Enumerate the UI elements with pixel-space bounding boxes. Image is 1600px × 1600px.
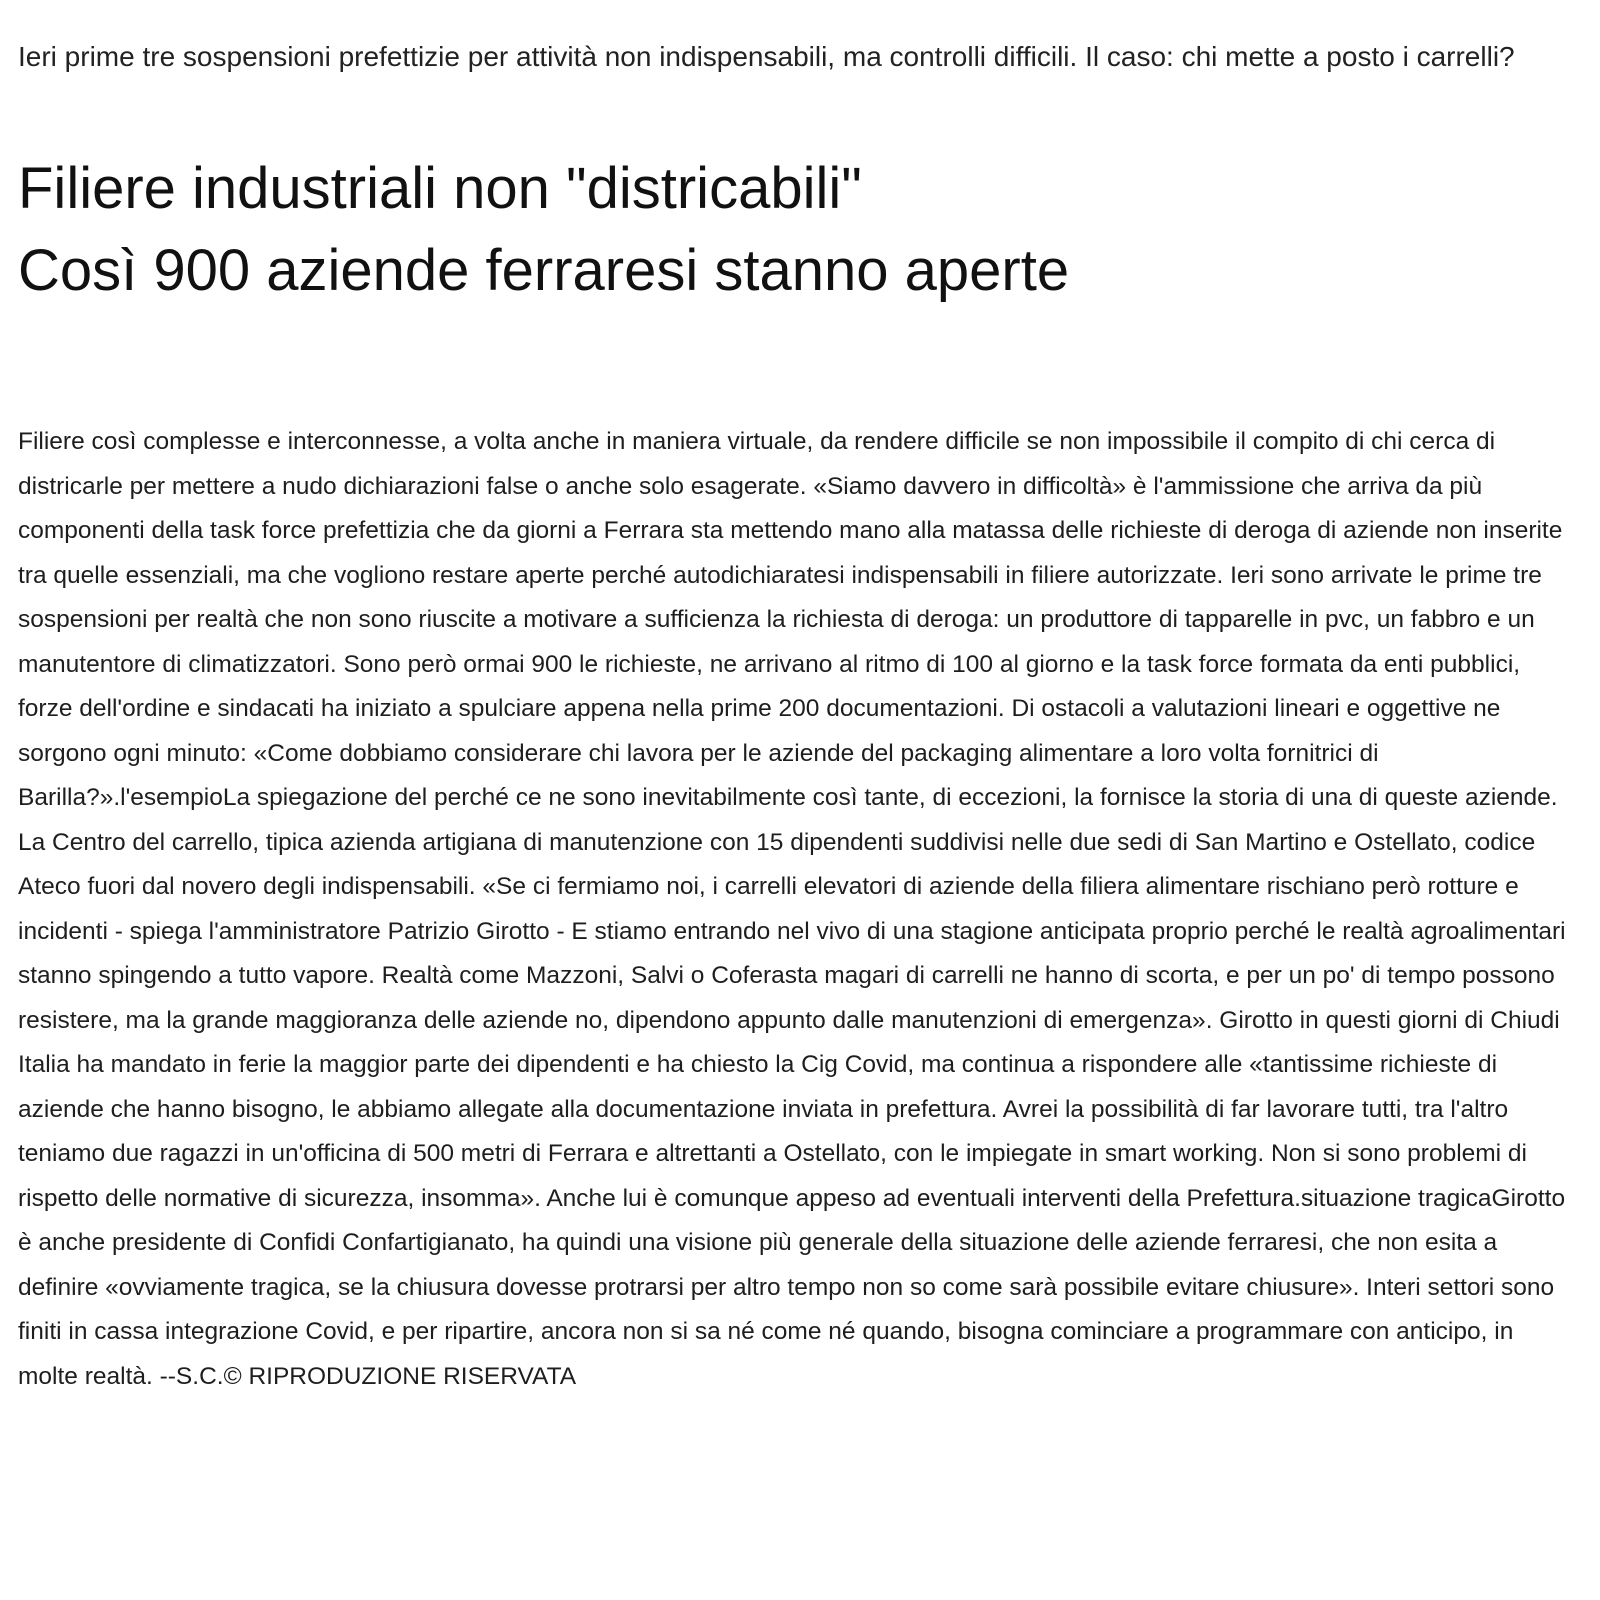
article (18, 36, 1578, 1399)
article-headline (18, 148, 1578, 312)
headline-line-1: Filiere industriali non "districabili" (18, 156, 862, 221)
article-body: Filiere così complesse e interconnesse, a volta anche in maniera virtuale, da rendere difficile se non impossibile il compito di chi cerca di districarle per mettere a nudo dichiarazioni false o anche solo esagerate. «Siamo davvero in difficoltà» è l'ammissione che arriva da più componenti della task force prefettizia che da giorni a Ferrara sta mettendo mano alla matassa delle richieste di deroga di aziende non inserite tra quelle essenziali, ma che vogliono restare aperte perché autodichiaratesi indispensabili in filiere autorizzate. Ieri sono arrivate le prime tre sospensioni per realtà che non sono riuscite a motivare a sufficienza la richiesta di deroga: un produttore di tapparelle in pvc, un fabbro e un manutentore di climatizzatori. Sono però ormai 900 le richieste, ne arrivano al ritmo di 100 al giorno e la task force formata da enti pubblici, forze dell'ordine e sindacati ha iniziato a spulciare appena nella prime 200 documentazioni. Di ostacoli a valutazioni lineari e oggettive ne sorgono ogni minuto: «Come dobbiamo considerare chi lavora per le aziende del packaging alimentare a loro volta fornitrici di Barilla?».l'esempioLa spiegazione del perché ce ne sono inevitabilmente così tante, di eccezioni, la fornisce la storia di una di queste aziende. La Centro del carrello, tipica azienda artigiana di manutenzione con 15 dipendenti suddivisi nelle due sedi di San Martino e Ostellato, codice Ateco fuori dal novero degli indispensabili. «Se ci fermiamo noi, i carrelli elevatori di aziende della filiera alimentare rischiano però rotture e incidenti - spiega l'amministratore Patrizio Girotto - E stiamo entrando nel vivo di una stagione anticipata proprio perché le realtà agroalimentari stanno spingendo a tutto vapore. Realtà come Mazzoni, Salvi o Coferasta magari di carrelli ne hanno di scorta, e per un po' di tempo possono resistere, ma la grande maggioranza delle aziende no, dipendono appunto dalle manutenzioni di emergenza». Girotto in questi giorni di Chiudi Italia ha mandato in ferie la maggior parte dei dipendenti e ha chiesto la Cig Covid, ma continua a rispondere alle «tantissime richieste di aziende che hanno bisogno, le abbiamo allegate alla documentazione inviata in prefettura. Avrei la possibilità di far lavorare tutti, tra l'altro teniamo due ragazzi in un'officina di 500 metri di Ferrara e altrettanti a Ostellato, con le impiegate in smart working. Non si sono problemi di rispetto delle normative di sicurezza, insomma». Anche lui è comunque appeso ad eventuali interventi della Prefettura.situazione tragicaGirotto è anche presidente di Confidi Confartigianato, ha quindi una visione più generale della situazione delle aziende ferraresi, che non esita a definire «ovviamente tragica, se la chiusura dovesse protrarsi per altro tempo non so come sarà possibile evitare chiusure». Interi settori sono finiti in cassa integrazione Covid, e per ripartire, ancora non si sa né come né quando, bisogna cominciare a programmare con anticipo, in molte realtà. --S.C.© RIPRODUZIONE RISERVATA (18, 428, 1566, 1390)
headline-line-2: Così 900 aziende ferraresi stanno aperte (18, 238, 1070, 303)
article-subtitle: Ieri prime tre sospensioni prefettizie per attività non indispensabili, ma controlli difficili. Il caso: chi mette a posto i carrelli? (18, 41, 1515, 72)
